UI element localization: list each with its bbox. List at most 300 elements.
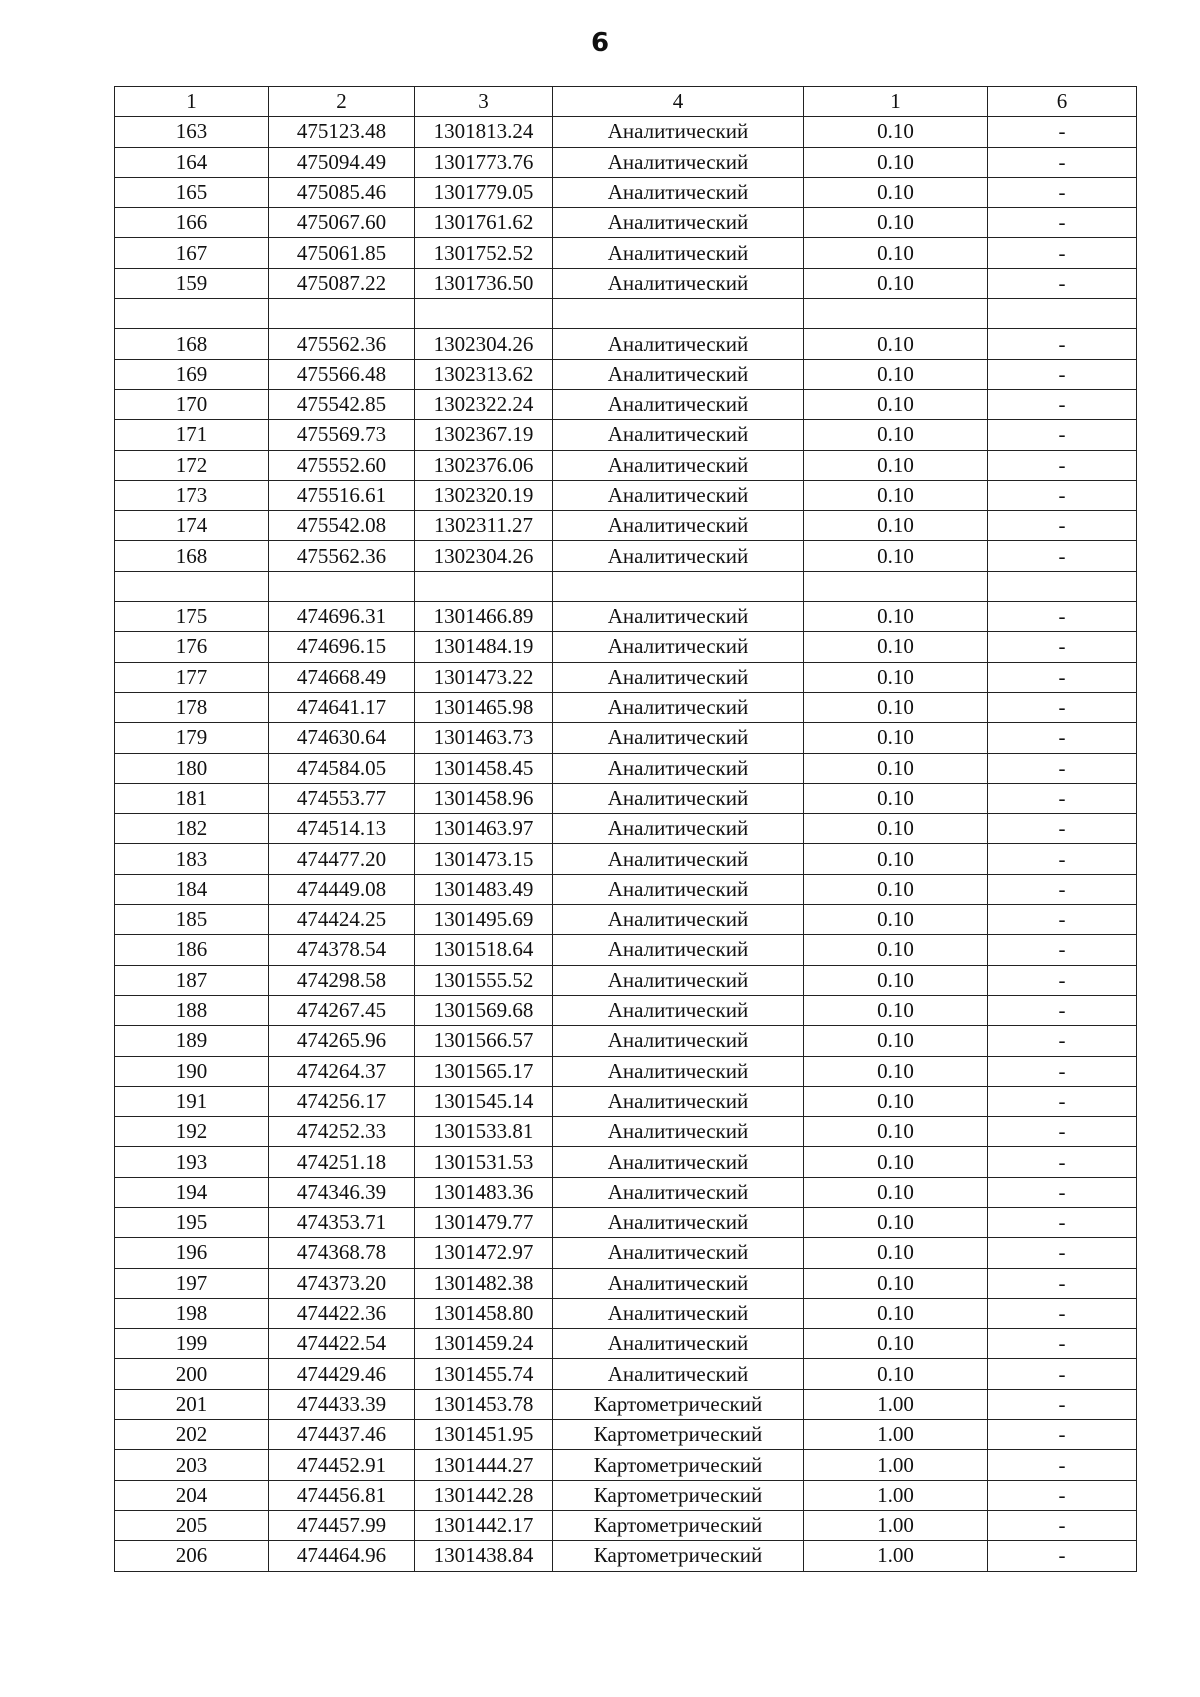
y-coordinate-cell: 1301531.53 [415,1147,553,1177]
note-cell: - [988,1117,1137,1147]
note-cell: - [988,753,1137,783]
coordinates-table [114,86,1137,1572]
column-header: 1 [115,87,269,117]
x-coordinate-cell: 474553.77 [269,783,415,813]
y-coordinate-cell: 1301479.77 [415,1207,553,1237]
x-coordinate-cell: 474353.71 [269,1207,415,1237]
x-coordinate-cell: 474298.58 [269,965,415,995]
accuracy-cell [804,571,988,601]
y-coordinate-cell: 1301472.97 [415,1238,553,1268]
accuracy-cell: 0.10 [804,1177,988,1207]
x-coordinate-cell: 474464.96 [269,1541,415,1571]
method-cell: Аналитический [553,450,804,480]
accuracy-cell: 0.10 [804,662,988,692]
y-coordinate-cell: 1301813.24 [415,117,553,147]
method-cell: Аналитический [553,995,804,1025]
x-coordinate-cell: 474422.54 [269,1329,415,1359]
point-number-cell: 192 [115,1117,269,1147]
method-cell: Аналитический [553,602,804,632]
accuracy-cell: 0.10 [804,783,988,813]
method-cell: Картометрический [553,1510,804,1540]
note-cell: - [988,1389,1137,1419]
y-coordinate-cell: 1302320.19 [415,480,553,510]
accuracy-cell: 0.10 [804,238,988,268]
note-cell: - [988,783,1137,813]
note-cell [988,299,1137,329]
method-cell: Аналитический [553,753,804,783]
x-coordinate-cell: 475566.48 [269,359,415,389]
method-cell: Аналитический [553,1329,804,1359]
method-cell: Аналитический [553,965,804,995]
point-number-cell: 163 [115,117,269,147]
y-coordinate-cell: 1301466.89 [415,602,553,632]
accuracy-cell: 0.10 [804,905,988,935]
accuracy-cell: 0.10 [804,1026,988,1056]
y-coordinate-cell: 1301438.84 [415,1541,553,1571]
y-coordinate-cell: 1301752.52 [415,238,553,268]
table-row [115,662,1137,692]
x-coordinate-cell: 474256.17 [269,1086,415,1116]
note-cell: - [988,1056,1137,1086]
method-cell: Аналитический [553,874,804,904]
table-row [115,1268,1137,1298]
method-cell: Аналитический [553,1238,804,1268]
point-number-cell: 205 [115,1510,269,1540]
accuracy-cell: 0.10 [804,1207,988,1237]
y-coordinate-cell: 1301569.68 [415,995,553,1025]
table-row [115,177,1137,207]
table-row [115,1026,1137,1056]
accuracy-cell: 0.10 [804,965,988,995]
table-row [115,1298,1137,1328]
x-coordinate-cell: 475552.60 [269,450,415,480]
y-coordinate-cell: 1301484.19 [415,632,553,662]
table-row [115,1420,1137,1450]
y-coordinate-cell: 1301773.76 [415,147,553,177]
method-cell: Аналитический [553,1147,804,1177]
table-row [115,329,1137,359]
point-number-cell: 202 [115,1420,269,1450]
method-cell: Аналитический [553,147,804,177]
accuracy-cell: 0.10 [804,632,988,662]
point-number-cell: 177 [115,662,269,692]
point-number-cell: 199 [115,1329,269,1359]
note-cell: - [988,1086,1137,1116]
table-row [115,723,1137,753]
table-row [115,1207,1137,1237]
note-cell: - [988,359,1137,389]
point-number-cell: 183 [115,844,269,874]
note-cell: - [988,541,1137,571]
table-row [115,571,1137,601]
method-cell: Аналитический [553,1298,804,1328]
accuracy-cell: 0.10 [804,1268,988,1298]
table-row [115,389,1137,419]
method-cell: Аналитический [553,1026,804,1056]
method-cell: Аналитический [553,208,804,238]
table-row [115,1117,1137,1147]
method-cell: Аналитический [553,177,804,207]
note-cell: - [988,450,1137,480]
accuracy-cell: 0.10 [804,329,988,359]
method-cell: Аналитический [553,1177,804,1207]
method-cell: Аналитический [553,1117,804,1147]
x-coordinate-cell: 475562.36 [269,329,415,359]
y-coordinate-cell: 1302304.26 [415,541,553,571]
note-cell: - [988,1510,1137,1540]
accuracy-cell: 0.10 [804,753,988,783]
x-coordinate-cell [269,299,415,329]
table-row [115,541,1137,571]
table-row [115,359,1137,389]
table-row [115,602,1137,632]
method-cell: Аналитический [553,268,804,298]
y-coordinate-cell: 1301533.81 [415,1117,553,1147]
y-coordinate-cell: 1301545.14 [415,1086,553,1116]
note-cell: - [988,1541,1137,1571]
y-coordinate-cell: 1302367.19 [415,420,553,450]
coordinates-table-body [115,87,1137,1572]
point-number-cell: 169 [115,359,269,389]
x-coordinate-cell: 474422.36 [269,1298,415,1328]
note-cell: - [988,208,1137,238]
note-cell: - [988,1026,1137,1056]
y-coordinate-cell: 1301451.95 [415,1420,553,1450]
table-header-row [115,87,1137,117]
y-coordinate-cell: 1301495.69 [415,905,553,935]
method-cell [553,299,804,329]
note-cell: - [988,874,1137,904]
y-coordinate-cell: 1302304.26 [415,329,553,359]
y-coordinate-cell: 1301473.22 [415,662,553,692]
x-coordinate-cell: 475085.46 [269,177,415,207]
x-coordinate-cell: 474265.96 [269,1026,415,1056]
accuracy-cell: 0.10 [804,389,988,419]
method-cell: Аналитический [553,935,804,965]
y-coordinate-cell: 1301463.97 [415,814,553,844]
y-coordinate-cell: 1302311.27 [415,511,553,541]
x-coordinate-cell: 474456.81 [269,1480,415,1510]
method-cell: Аналитический [553,783,804,813]
y-coordinate-cell: 1301455.74 [415,1359,553,1389]
accuracy-cell: 0.10 [804,450,988,480]
point-number-cell: 166 [115,208,269,238]
x-coordinate-cell: 474346.39 [269,1177,415,1207]
method-cell: Аналитический [553,1056,804,1086]
note-cell: - [988,1420,1137,1450]
point-number-cell: 182 [115,814,269,844]
table-row [115,783,1137,813]
page-number: 6 [590,28,610,58]
note-cell: - [988,905,1137,935]
x-coordinate-cell: 474424.25 [269,905,415,935]
accuracy-cell: 1.00 [804,1450,988,1480]
column-header: 4 [553,87,804,117]
table-row [115,299,1137,329]
x-coordinate-cell: 474251.18 [269,1147,415,1177]
accuracy-cell: 0.10 [804,1238,988,1268]
method-cell [553,571,804,601]
x-coordinate-cell: 475562.36 [269,541,415,571]
point-number-cell: 185 [115,905,269,935]
x-coordinate-cell: 474630.64 [269,723,415,753]
method-cell: Аналитический [553,329,804,359]
point-number-cell: 184 [115,874,269,904]
note-cell: - [988,1207,1137,1237]
table-row [115,268,1137,298]
x-coordinate-cell: 475061.85 [269,238,415,268]
accuracy-cell: 0.10 [804,541,988,571]
x-coordinate-cell: 474696.31 [269,602,415,632]
table-row [115,420,1137,450]
point-number-cell: 171 [115,420,269,450]
accuracy-cell: 0.10 [804,1117,988,1147]
point-number-cell [115,299,269,329]
point-number-cell: 164 [115,147,269,177]
x-coordinate-cell: 474378.54 [269,935,415,965]
table-row [115,1238,1137,1268]
table-row [115,844,1137,874]
method-cell: Аналитический [553,632,804,662]
accuracy-cell: 0.10 [804,177,988,207]
column-header: 6 [988,87,1137,117]
method-cell: Картометрический [553,1450,804,1480]
note-cell: - [988,420,1137,450]
table-row [115,692,1137,722]
table-row [115,1177,1137,1207]
x-coordinate-cell: 474584.05 [269,753,415,783]
note-cell: - [988,692,1137,722]
note-cell: - [988,1359,1137,1389]
accuracy-cell: 0.10 [804,511,988,541]
accuracy-cell: 0.10 [804,1147,988,1177]
y-coordinate-cell: 1301442.28 [415,1480,553,1510]
point-number-cell: 187 [115,965,269,995]
note-cell: - [988,238,1137,268]
table-row [115,1510,1137,1540]
method-cell: Картометрический [553,1541,804,1571]
point-number-cell: 191 [115,1086,269,1116]
method-cell: Аналитический [553,905,804,935]
x-coordinate-cell: 475569.73 [269,420,415,450]
point-number-cell: 168 [115,329,269,359]
x-coordinate-cell: 474373.20 [269,1268,415,1298]
accuracy-cell: 1.00 [804,1389,988,1419]
x-coordinate-cell: 475087.22 [269,268,415,298]
table-row [115,935,1137,965]
point-number-cell: 165 [115,177,269,207]
y-coordinate-cell: 1301444.27 [415,1450,553,1480]
x-coordinate-cell: 475094.49 [269,147,415,177]
y-coordinate-cell: 1301736.50 [415,268,553,298]
note-cell: - [988,329,1137,359]
note-cell [988,571,1137,601]
x-coordinate-cell: 474267.45 [269,995,415,1025]
method-cell: Картометрический [553,1389,804,1419]
point-number-cell: 168 [115,541,269,571]
note-cell: - [988,1298,1137,1328]
method-cell: Аналитический [553,1207,804,1237]
x-coordinate-cell: 474641.17 [269,692,415,722]
accuracy-cell: 0.10 [804,268,988,298]
y-coordinate-cell [415,299,553,329]
x-coordinate-cell: 474514.13 [269,814,415,844]
note-cell: - [988,480,1137,510]
x-coordinate-cell: 475542.85 [269,389,415,419]
point-number-cell: 167 [115,238,269,268]
method-cell: Аналитический [553,359,804,389]
note-cell: - [988,1177,1137,1207]
table-row [115,147,1137,177]
note-cell: - [988,632,1137,662]
method-cell: Аналитический [553,541,804,571]
point-number-cell: 179 [115,723,269,753]
point-number-cell: 173 [115,480,269,510]
x-coordinate-cell: 474433.39 [269,1389,415,1419]
note-cell: - [988,117,1137,147]
note-cell: - [988,965,1137,995]
point-number-cell: 180 [115,753,269,783]
note-cell: - [988,723,1137,753]
y-coordinate-cell: 1302313.62 [415,359,553,389]
note-cell: - [988,662,1137,692]
table-row [115,874,1137,904]
method-cell: Аналитический [553,723,804,753]
point-number-cell: 194 [115,1177,269,1207]
note-cell: - [988,995,1137,1025]
accuracy-cell: 0.10 [804,1086,988,1116]
point-number-cell: 189 [115,1026,269,1056]
y-coordinate-cell: 1301779.05 [415,177,553,207]
y-coordinate-cell: 1301463.73 [415,723,553,753]
table-row [115,450,1137,480]
note-cell: - [988,268,1137,298]
x-coordinate-cell: 474452.91 [269,1450,415,1480]
method-cell: Аналитический [553,1359,804,1389]
note-cell: - [988,389,1137,419]
point-number-cell: 203 [115,1450,269,1480]
y-coordinate-cell: 1301518.64 [415,935,553,965]
accuracy-cell: 1.00 [804,1420,988,1450]
point-number-cell: 174 [115,511,269,541]
y-coordinate-cell: 1301482.38 [415,1268,553,1298]
accuracy-cell: 0.10 [804,117,988,147]
point-number-cell: 204 [115,1480,269,1510]
y-coordinate-cell: 1301442.17 [415,1510,553,1540]
table-row [115,238,1137,268]
note-cell: - [988,1329,1137,1359]
method-cell: Аналитический [553,844,804,874]
table-row [115,1056,1137,1086]
x-coordinate-cell: 474449.08 [269,874,415,904]
accuracy-cell: 1.00 [804,1510,988,1540]
x-coordinate-cell: 474477.20 [269,844,415,874]
x-coordinate-cell: 474457.99 [269,1510,415,1540]
accuracy-cell: 0.10 [804,692,988,722]
table-row [115,965,1137,995]
note-cell: - [988,602,1137,632]
x-coordinate-cell: 474668.49 [269,662,415,692]
x-coordinate-cell: 475516.61 [269,480,415,510]
table-row [115,1450,1137,1480]
note-cell: - [988,511,1137,541]
accuracy-cell: 0.10 [804,874,988,904]
note-cell: - [988,1268,1137,1298]
table-row [115,1086,1137,1116]
point-number-cell: 159 [115,268,269,298]
method-cell: Аналитический [553,389,804,419]
x-coordinate-cell: 474368.78 [269,1238,415,1268]
accuracy-cell [804,299,988,329]
method-cell: Аналитический [553,1268,804,1298]
accuracy-cell: 0.10 [804,935,988,965]
table-row [115,1480,1137,1510]
column-header: 1 [804,87,988,117]
x-coordinate-cell: 475123.48 [269,117,415,147]
accuracy-cell: 0.10 [804,420,988,450]
accuracy-cell: 0.10 [804,814,988,844]
accuracy-cell: 0.10 [804,1359,988,1389]
x-coordinate-cell: 474696.15 [269,632,415,662]
y-coordinate-cell: 1301565.17 [415,1056,553,1086]
method-cell: Картометрический [553,1420,804,1450]
note-cell: - [988,935,1137,965]
accuracy-cell: 0.10 [804,995,988,1025]
accuracy-cell: 0.10 [804,480,988,510]
note-cell: - [988,1147,1137,1177]
point-number-cell: 206 [115,1541,269,1571]
note-cell: - [988,177,1137,207]
point-number-cell: 170 [115,389,269,419]
point-number-cell: 196 [115,1238,269,1268]
accuracy-cell: 0.10 [804,602,988,632]
point-number-cell: 195 [115,1207,269,1237]
point-number-cell: 176 [115,632,269,662]
method-cell: Аналитический [553,692,804,722]
table-row [115,1389,1137,1419]
table-row [115,511,1137,541]
table-row [115,1541,1137,1571]
table-row [115,995,1137,1025]
y-coordinate-cell: 1301555.52 [415,965,553,995]
y-coordinate-cell: 1302376.06 [415,450,553,480]
point-number-cell: 193 [115,1147,269,1177]
point-number-cell [115,571,269,601]
y-coordinate-cell: 1301473.15 [415,844,553,874]
y-coordinate-cell: 1301458.96 [415,783,553,813]
point-number-cell: 188 [115,995,269,1025]
y-coordinate-cell: 1301458.45 [415,753,553,783]
method-cell: Аналитический [553,662,804,692]
column-header: 2 [269,87,415,117]
point-number-cell: 178 [115,692,269,722]
table-row [115,905,1137,935]
table-row [115,480,1137,510]
x-coordinate-cell: 475542.08 [269,511,415,541]
accuracy-cell: 0.10 [804,844,988,874]
note-cell: - [988,1238,1137,1268]
y-coordinate-cell: 1301483.49 [415,874,553,904]
x-coordinate-cell: 474252.33 [269,1117,415,1147]
point-number-cell: 181 [115,783,269,813]
y-coordinate-cell: 1301453.78 [415,1389,553,1419]
method-cell: Аналитический [553,238,804,268]
accuracy-cell: 0.10 [804,1056,988,1086]
accuracy-cell: 1.00 [804,1541,988,1571]
accuracy-cell: 0.10 [804,1298,988,1328]
table-row [115,632,1137,662]
y-coordinate-cell: 1301465.98 [415,692,553,722]
